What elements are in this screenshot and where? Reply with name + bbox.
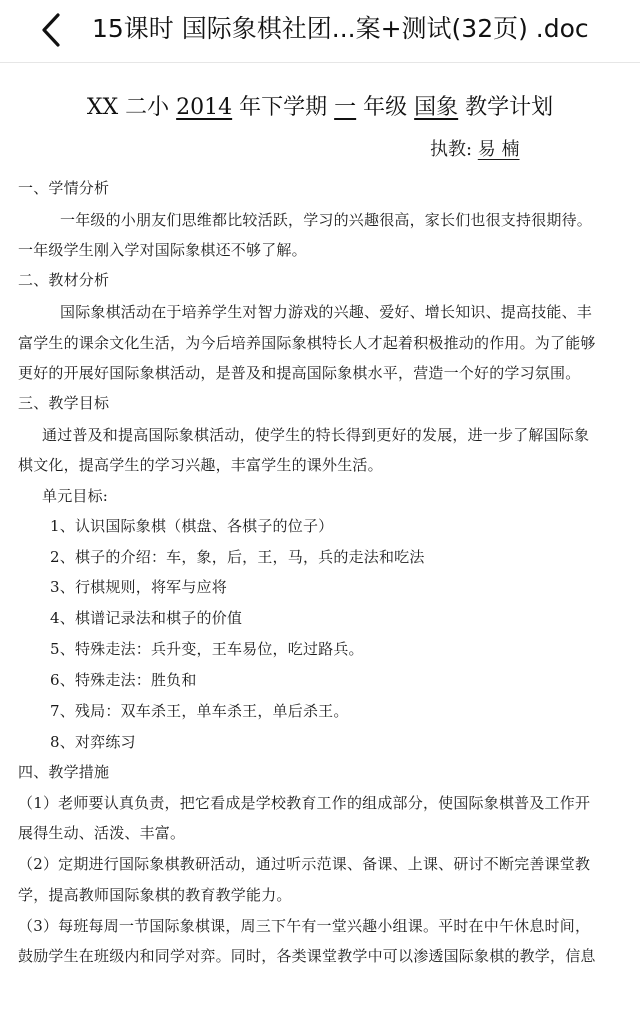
paragraph-line: 富学生的课余文化生活，为今后培养国际象棋特长人才起着积极推动的作用。为了能够 [18, 334, 596, 352]
author-name: 易 楠 [477, 139, 520, 160]
list-item: 6、特殊走法：胜负和 [50, 671, 197, 689]
paragraph-line: 一年级学生刚入学对国际象棋还不够了解。 [18, 241, 307, 259]
paragraph-line: 鼓励学生在班级内和同学对弈。同时，各类课堂教学中可以渗透国际象棋的教学，信息 [18, 947, 596, 965]
heading-prefix: XX 二小 [86, 95, 177, 120]
list-item: 5、特殊走法：兵升变，王车易位，吃过路兵。 [50, 640, 364, 658]
chevron-left-icon [34, 10, 70, 50]
paragraph-line: 国际象棋活动在于培养学生对智力游戏的兴趣、爱好、增长知识、提高技能、丰 [60, 303, 593, 321]
paragraph-line: 学，提高教师国际象棋的教育教学能力。 [18, 886, 292, 904]
heading-mid: 年下学期 [232, 95, 335, 120]
list-item: 1、认识国际象棋（棋盘、各棋子的位子） [50, 517, 334, 535]
document-page [0, 62, 640, 1016]
section-heading-3: 三、教学目标 [18, 394, 110, 412]
paragraph-line: （3）每班每周一节国际象棋课，周三下午有一堂兴趣小组课。平时在中午休息时间， [18, 917, 591, 935]
heading-year: 2014 [176, 95, 233, 120]
list-item: 8、对弈练习 [50, 733, 136, 751]
list-item: 7、残局：双车杀王，单车杀王，单后杀王。 [50, 702, 349, 720]
paragraph-line: 通过普及和提高国际象棋活动，使学生的特长得到更好的发展，进一步了解国际象 [42, 426, 590, 444]
author-line [430, 138, 520, 162]
paragraph-line: 更好的开展好国际象棋活动，是普及和提高国际象棋水平，营造一个好的学习氛围。 [18, 364, 581, 382]
section-heading-1: 一、学情分析 [18, 179, 110, 197]
paragraph-line: 展得生动、活泼、丰富。 [18, 824, 186, 842]
section-heading-2: 二、教材分析 [18, 271, 110, 289]
heading-grade: 一 [334, 95, 357, 120]
heading-subject: 国象 [414, 95, 459, 120]
document-title: 15课时 国际象棋社团...案+测试(32页) .doc [92, 14, 589, 43]
author-label: 执教: [430, 139, 478, 160]
paragraph-line: （1）老师要认真负责，把它看成是学校教育工作的组成部分，使国际象棋普及工作开 [18, 794, 591, 812]
paragraph-line: 棋文化，提高学生的学习兴趣，丰富学生的课外生活。 [18, 456, 383, 474]
list-item: 4、棋谱记录法和棋子的价值 [50, 609, 243, 627]
paragraph-line: （2）定期进行国际象棋教研活动，通过听示范课、备课、上课、研讨不断完善课堂教 [18, 855, 591, 873]
list-item: 3、行棋规则，将军与应将 [50, 578, 227, 596]
list-item: 2、棋子的介绍：车，象，后，王，马，兵的走法和吃法 [50, 548, 425, 566]
heading-mid2: 年级 [356, 95, 415, 120]
unit-goals-label: 单元目标: [42, 487, 109, 505]
document-heading [0, 94, 640, 122]
heading-suffix: 教学计划 [458, 95, 554, 120]
back-button[interactable] [34, 10, 70, 50]
top-bar [0, 0, 640, 63]
paragraph-line: 一年级的小朋友们思维都比较活跃，学习的兴趣很高，家长们也很支持很期待。 [60, 211, 593, 229]
section-heading-4: 四、教学措施 [18, 763, 110, 781]
